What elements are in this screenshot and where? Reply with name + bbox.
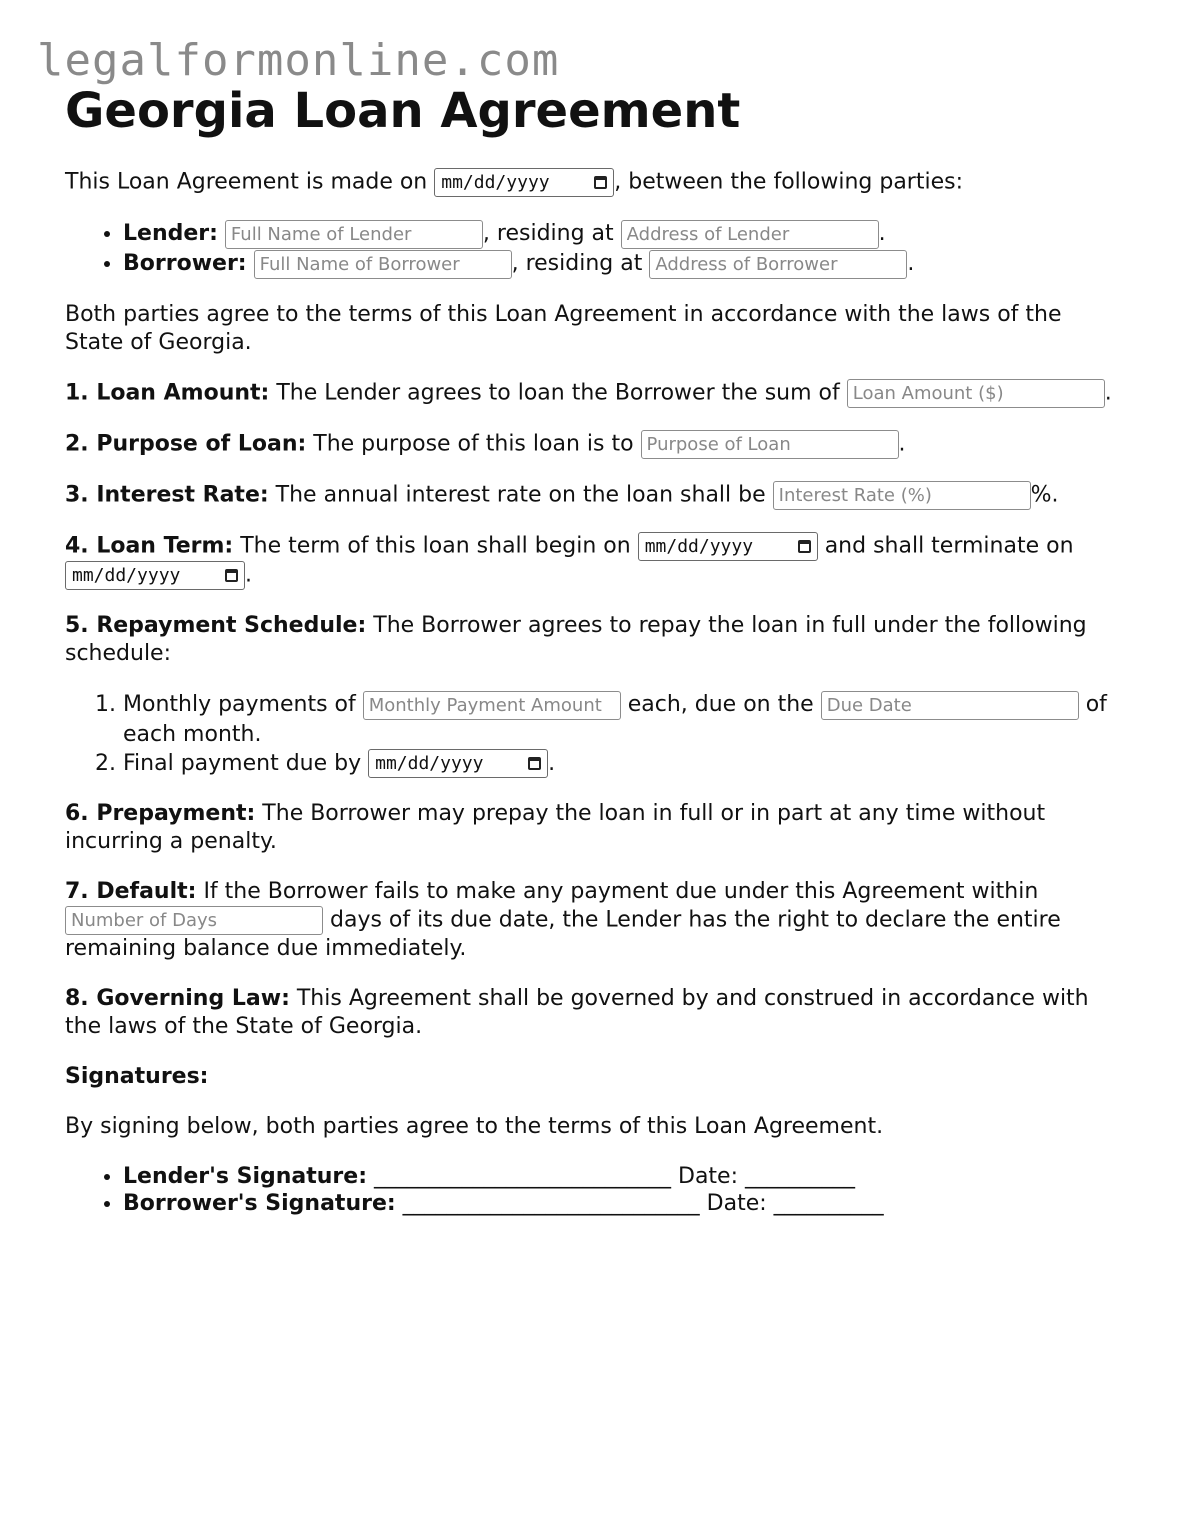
final-payment-date-input[interactable] xyxy=(368,749,548,778)
lender-signature-item xyxy=(123,1163,1125,1190)
section-label: 4. Loan Term: xyxy=(65,533,234,559)
section-after: days of its due date, the Lender has the right to declare the entire remaining balance due immediately. xyxy=(65,907,1061,961)
lender-label: Lender: xyxy=(123,221,218,246)
purpose-input[interactable] xyxy=(641,430,899,459)
borrower-signature-label: Borrower's Signature: xyxy=(123,1191,396,1216)
residing-at-text: , residing at xyxy=(482,221,621,246)
date-placeholder: mm/dd/yyyy xyxy=(375,753,484,774)
section-end: %. xyxy=(1030,482,1059,508)
calendar-icon[interactable] xyxy=(798,540,811,553)
date-placeholder: mm/dd/yyyy xyxy=(72,564,181,586)
agreement-paragraph: Both parties agree to the terms of this Loan Agreement in accordance with the laws of the State of Georgia. xyxy=(65,302,1062,355)
section-label: 1. Loan Amount: xyxy=(65,380,270,406)
item-text: Monthly payments of xyxy=(123,692,363,717)
section-text: The annual interest rate on the loan shall be xyxy=(268,482,773,508)
signature-line: ___________________________ xyxy=(395,1191,707,1216)
calendar-icon[interactable] xyxy=(528,757,541,770)
section-end: . xyxy=(245,562,252,588)
section-text: The Borrower may prepay the loan in full or in part at any time without incurring a penalty. xyxy=(65,801,1046,854)
page-title: Georgia Loan Agreement xyxy=(65,83,741,139)
item-text: of each month. xyxy=(123,692,1107,747)
term-end-date-input[interactable] xyxy=(65,561,245,590)
section-label: 5. Repayment Schedule: xyxy=(65,613,367,638)
number-of-days-input[interactable] xyxy=(65,906,323,935)
section-interest-rate xyxy=(65,481,1125,510)
section-repayment xyxy=(65,612,1125,668)
repayment-schedule-list xyxy=(65,690,1125,778)
section-end: . xyxy=(1104,380,1112,406)
section-default xyxy=(65,878,1125,963)
signature-line: ___________________________ xyxy=(367,1164,678,1189)
loan-amount-input[interactable] xyxy=(847,379,1105,408)
term-start-date-input[interactable] xyxy=(638,532,818,561)
date-line: Date: __________ xyxy=(706,1191,884,1216)
monthly-payment-input[interactable] xyxy=(363,691,621,720)
calendar-icon[interactable] xyxy=(594,176,607,189)
section-label: 2. Purpose of Loan: xyxy=(65,431,307,457)
section-governing-law xyxy=(65,985,1125,1041)
lender-signature-label: Lender's Signature: xyxy=(123,1164,367,1189)
borrower-end-text: . xyxy=(907,251,915,276)
section-text: The Lender agrees to loan the Borrower the sum of xyxy=(269,380,847,406)
borrower-name-input[interactable] xyxy=(254,250,512,279)
section-text: If the Borrower fails to make any payment due under this Agreement within xyxy=(196,879,1039,904)
section-prepayment xyxy=(65,800,1125,856)
date-line: Date: __________ xyxy=(678,1164,855,1189)
section-label: 7. Default: xyxy=(65,879,197,904)
date-placeholder: mm/dd/yyyy xyxy=(441,171,550,193)
list-item xyxy=(123,749,1125,779)
section-middle: and shall terminate on xyxy=(817,533,1074,559)
borrower-address-input[interactable] xyxy=(649,250,907,279)
intro-text-before: This Loan Agreement is made on xyxy=(65,169,435,195)
item-end: . xyxy=(548,750,556,776)
list-item xyxy=(123,690,1125,749)
signatures-intro: By signing below, both parties agree to the terms of this Loan Agreement. xyxy=(65,1114,884,1139)
calendar-icon[interactable] xyxy=(225,569,238,582)
section-purpose xyxy=(65,430,1125,459)
section-text: The purpose of this loan is to xyxy=(306,431,641,457)
section-text: The Borrower agrees to repay the loan in full under the following schedule: xyxy=(65,613,1087,666)
date-placeholder: mm/dd/yyyy xyxy=(644,535,754,557)
section-end: . xyxy=(898,431,906,457)
signatures-list xyxy=(65,1163,1125,1217)
lender-name-input[interactable] xyxy=(225,220,483,249)
borrower-label: Borrower: xyxy=(123,251,247,276)
borrower-item xyxy=(123,249,1125,279)
residing-at-text: , residing at xyxy=(511,251,650,276)
section-label: 6. Prepayment: xyxy=(65,801,256,826)
lender-address-input[interactable] xyxy=(621,220,879,249)
parties-list xyxy=(65,219,1125,279)
agreement-date-input[interactable] xyxy=(434,168,614,197)
item-text: Final payment due by xyxy=(123,750,369,776)
section-text: This Agreement shall be governed by and construed in accordance with the laws of the State of Georgia. xyxy=(65,986,1089,1039)
borrower-signature-item xyxy=(123,1190,1125,1217)
due-date-input[interactable] xyxy=(821,691,1079,720)
lender-end-text: . xyxy=(878,221,886,246)
section-label: 3. Interest Rate: xyxy=(65,482,269,508)
section-loan-amount xyxy=(65,379,1125,408)
signatures-heading: Signatures: xyxy=(65,1064,209,1089)
intro-text-after: , between the following parties: xyxy=(614,169,963,195)
section-label: 8. Governing Law: xyxy=(65,986,290,1011)
lender-item xyxy=(123,219,1125,249)
section-text: The term of this loan shall begin on xyxy=(233,533,638,559)
watermark-logo: legalformonline.com xyxy=(37,35,560,86)
intro-paragraph xyxy=(65,168,1125,197)
document-body xyxy=(65,84,1125,1217)
item-text: each, due on the xyxy=(620,692,821,717)
section-loan-term xyxy=(65,532,1125,590)
interest-rate-input[interactable] xyxy=(773,481,1031,510)
